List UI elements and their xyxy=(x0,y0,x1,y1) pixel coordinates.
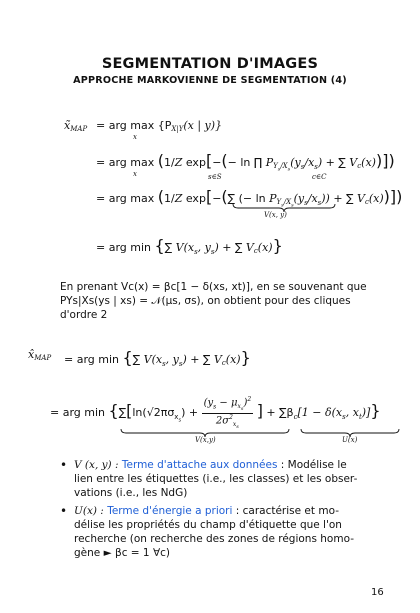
page-number: 16 xyxy=(371,587,384,598)
bullet-1-line-2: lien entre les étiquettes (i.e., les classes) et les obser- xyxy=(74,473,358,485)
eq1-line-3: = arg max (1/Z exp[−(∑ (− $\ln P_{Y_s/X_s}(y_s/x_s)$) + ∑ $V_c(x)$)]) xyxy=(96,187,403,209)
bullet-2-line-2: délise les propriétés du champ d'étiquette que l'on xyxy=(74,519,342,531)
eq2-line-2: = arg $\min \{\sum[\ln(√2\pi\sigma_{x_s})$ + $(y_s - \mu_{x_s})^2$ $2\sigma^2_{x_s}$ ] + $\sum\beta_c[1 - \delta(x_s$, $x_t$)]} xyxy=(50,396,381,431)
eq2-brace-label-1: V(x,y) xyxy=(195,436,216,444)
bullet-item-2 xyxy=(60,504,380,560)
page-title: SEGMENTATION D'IMAGES xyxy=(101,56,319,72)
eq1-line-2: = arg max (1/Z exp[−(− ln ∏ $P_{Y_s/X_s}(y_s/x_s)$ + ∑ $V_c(x)$)]) xyxy=(96,151,395,173)
bullet-item-1 xyxy=(60,458,380,500)
eq1-line-1-under: x xyxy=(133,133,137,141)
intro-paragraph xyxy=(60,280,380,322)
bullet-dot: • xyxy=(60,504,68,518)
bullet-2-line-3: recherche (on recherche des zones de régions homo- xyxy=(74,533,354,545)
para-line-3: d'ordre 2 xyxy=(60,309,108,321)
eq1-line-2-under-s: s∈S xyxy=(208,173,222,181)
eq1-brace-label: V(x, y) xyxy=(264,211,287,219)
bullet-2-line-4: gène ► βc = 1 ∀c) xyxy=(74,547,171,559)
eq1-lhs: $x̃_{MAP}$ xyxy=(64,119,88,133)
bullet-1-line-1: V (x, y) : Terme d'attache aux données : Modélise le xyxy=(74,459,347,471)
bullet-2-line-1: U(x) : Terme d'énergie a priori : caractérise et mo- xyxy=(74,505,339,517)
eq1-line-1: = arg $\max \{P_{X|Y}(x$ | y)} xyxy=(96,119,223,133)
eq1-line-4: = arg min {∑ $V(x_s$, $y_s$) + ∑ $V_c(x)$} xyxy=(96,236,283,257)
eq2-brace-label-2: U(x) xyxy=(342,436,358,444)
bullet-1-line-3: vations (i.e., les NdG) xyxy=(74,487,188,499)
eq2-line-1: = arg min {∑ $V(x_s$, $y_s$) + ∑ $V_c(x)$} xyxy=(64,348,251,369)
page-subtitle: APPROCHE MARKOVIENNE DE SEGMENTATION (4) xyxy=(73,75,347,86)
eq1-line-2-under-c: c∈C xyxy=(312,173,327,181)
para-line-2: PYs|Xs(ys | xs) = 𝒩(μs, σs), on obtient pour des cliques xyxy=(60,295,351,307)
para-line-1: En prenant Vc(x) = βc[1 − δ(xs, xt)], en se souvenant que xyxy=(60,281,367,293)
eq2-lhs: $x̂_{MAP}$ xyxy=(28,348,52,362)
bullet-dot: • xyxy=(60,458,68,472)
eq1-line-2-under-x: x xyxy=(133,170,137,178)
